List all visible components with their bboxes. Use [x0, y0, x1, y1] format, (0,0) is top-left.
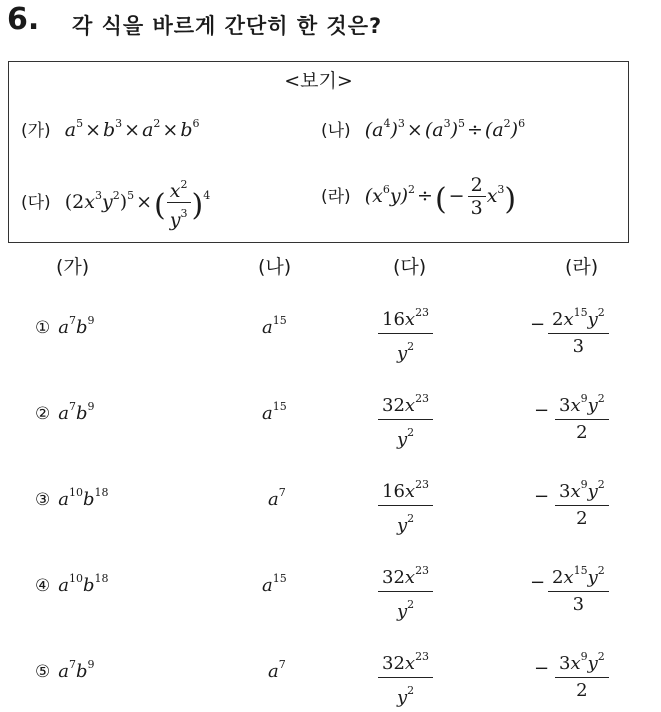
- choice-ra: $\frac{3x^9y^2}{2}$: [555, 644, 609, 704]
- box-item-label: (나): [321, 121, 351, 141]
- choice-ra-minus: −: [534, 658, 550, 679]
- choice-marker: ⑤: [35, 662, 51, 682]
- box-item-na: [321, 116, 525, 141]
- choice-marker: ④: [35, 576, 51, 596]
- choice-ra: $\frac{2x^{15}y^2}{3}$: [548, 558, 609, 618]
- choice-ga: ③ $a^{10}b^{18}$: [35, 486, 109, 510]
- choice-row-4[interactable]: [0, 558, 661, 622]
- question-number: 6.: [7, 2, 40, 37]
- choice-na: $a^7$: [268, 658, 286, 682]
- choice-na: $a^{15}$: [262, 572, 287, 596]
- choice-ra-minus: −: [530, 314, 546, 335]
- box-item-expression: $(a^4)^3 \times (a^3)^5 \div (a^2)^6$: [364, 117, 526, 141]
- choice-marker: ①: [35, 318, 51, 338]
- choice-ga: ② $a^7b^9$: [35, 400, 95, 424]
- choice-marker: ②: [35, 404, 51, 424]
- choice-ra-minus: −: [534, 400, 550, 421]
- box-item-ra: [321, 174, 516, 219]
- choice-row-5[interactable]: [0, 644, 661, 708]
- choice-da: $\frac{32x^{23}}{y^2}$: [378, 644, 433, 711]
- choice-na: $a^{15}$: [262, 400, 287, 424]
- choice-ra: $\frac{2x^{15}y^2}{3}$: [548, 300, 609, 360]
- choice-ra-minus: −: [534, 486, 550, 507]
- choice-da: $\frac{16x^{23}}{y^2}$: [378, 300, 433, 367]
- choice-da: $\frac{32x^{23}}{y^2}$: [378, 558, 433, 625]
- box-item-expression: $(x^6y)^2$ ÷( − $\frac{2}{3}$ $x^3$): [364, 174, 517, 219]
- choice-ga: ④ $a^{10}b^{18}$: [35, 572, 109, 596]
- choice-row-3[interactable]: [0, 472, 661, 536]
- choice-ga: ① $a^7b^9$: [35, 314, 95, 338]
- choice-marker: ③: [35, 490, 51, 510]
- box-item-da: [21, 174, 210, 231]
- choice-ra: $\frac{3x^9y^2}{2}$: [555, 472, 609, 532]
- box-title: <보기>: [284, 70, 353, 92]
- box-item-label: (가): [21, 121, 51, 141]
- box-item-ga: [21, 116, 200, 141]
- box-item-expression: $(2x^3y^2)^5$ ×( $\frac{x^2}{y^3}$ )$^4$: [65, 191, 210, 213]
- column-header-ga: (가): [56, 256, 90, 278]
- column-header-ra: (라): [565, 256, 599, 278]
- example-box: [8, 61, 629, 243]
- question-text: 각 식을 바르게 간단히 한 것은?: [72, 14, 383, 38]
- choice-na: $a^7$: [268, 486, 286, 510]
- choice-da: $\frac{16x^{23}}{y^2}$: [378, 472, 433, 539]
- choice-ra-minus: −: [530, 572, 546, 593]
- choice-row-1[interactable]: [0, 300, 661, 364]
- choice-ra: $\frac{3x^9y^2}{2}$: [555, 386, 609, 446]
- box-item-expression: $a^5 \times b^3 \times a^2 \times b^6$: [64, 117, 200, 141]
- choice-row-2[interactable]: [0, 386, 661, 450]
- choice-na: $a^{15}$: [262, 314, 287, 338]
- column-header-na: (나): [258, 256, 292, 278]
- choice-da: $\frac{32x^{23}}{y^2}$: [378, 386, 433, 453]
- box-item-label: (라): [321, 186, 351, 207]
- column-header-da: (다): [393, 256, 427, 278]
- box-item-label: (다): [21, 192, 51, 213]
- choice-ga: ⑤ $a^7b^9$: [35, 658, 95, 682]
